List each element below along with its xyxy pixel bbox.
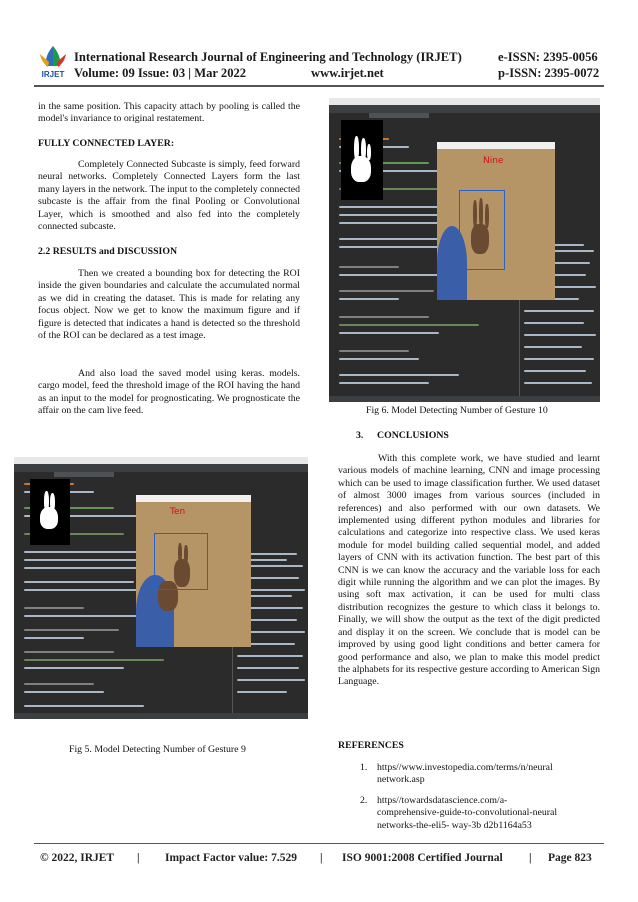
ide-toolbar <box>14 464 308 472</box>
threshold-window <box>341 120 383 200</box>
ide-menubar <box>329 98 600 105</box>
reference-1[interactable] <box>377 762 607 787</box>
footer-separator: | <box>529 852 532 864</box>
footer-copyright: © 2022, IRJET <box>40 852 115 864</box>
prediction-label: Ten <box>170 507 186 517</box>
hand <box>471 224 489 254</box>
ide-menubar <box>14 457 308 464</box>
reference-2-line2: comprehensive-guide-to-convolutional-neural <box>377 807 558 819</box>
reference-2-number: 2. <box>360 795 368 806</box>
ide-toolbar <box>329 105 600 113</box>
reference-2[interactable] <box>377 795 607 832</box>
hand <box>174 559 190 587</box>
camera-window-titlebar <box>437 142 555 149</box>
footer-divider <box>34 843 604 844</box>
heading-results: 2.2 RESULTS and DISCUSSION <box>38 246 178 257</box>
reference-2-line1: https//towardsdatascience.com/a- <box>377 795 508 806</box>
figure-5-caption: Fig 5. Model Detecting Number of Gesture 9 <box>69 744 246 755</box>
footer-impact-factor: Impact Factor value: 7.529 <box>165 852 298 864</box>
reference-1-line2: network.asp <box>377 774 425 786</box>
heading-references: REFERENCES <box>338 740 404 751</box>
volume-issue: Volume: 09 Issue: 03 | Mar 2022 <box>74 66 247 80</box>
eissn: e-ISSN: 2395-0056 <box>498 50 598 64</box>
paragraph-model: And also load the saved model using keras. models. cargo model, feed the threshold image of the ROI having the hand as an input to the model for prognosticating. We prognosticate the affair on the cam live feed. <box>38 368 300 417</box>
paragraph-fully-connected: Completely Connected Subcaste is simply, feed forward neural networks. Completely Connected Layers form the last many layers in the network. The input to the completely connected subcaste is the affair from the final Pooling or Convolutional Layer, which is smoothed and also fed into the completely connected subcaste. <box>38 159 300 233</box>
journal-website[interactable]: www.irjet.net <box>311 66 384 80</box>
ide-statusbar <box>329 396 600 402</box>
footer-page-number: Page 823 <box>548 852 592 864</box>
paragraph-results: Then we created a bounding box for detecting the ROI inside the given boundaries and calculate the accumulated normal as we did in creating the dataset. This is made for relating any focus object. Now we get to know the maximum figure and if figure is detected that indicates a hand is detected so the threshold of the ROI can be declared as a test image. <box>38 268 300 342</box>
prediction-label: Nine <box>483 156 504 166</box>
threshold-window <box>30 479 70 545</box>
footer-separator: | <box>320 852 323 864</box>
camera-window <box>437 142 555 300</box>
heading-fully-connected: FULLY CONNECTED LAYER: <box>38 138 175 149</box>
paragraph-pooling: in the same position. This capacity attach by pooling is called the model's invariance to original restatement. <box>38 101 300 125</box>
paragraph-conclusions: With this complete work, we have studied and learnt various models of machine learning, CNN and image processing which can be used to image classification further. We used dataset of almost 3000 images from various sources (included in references) and also performed with our own datasets. We implemented using different python modules and libraries for calculations and categorize into respective class. We used keras module for model building called sequential model, and added layers of CNN with its activation function. The best part of this CNN is we can know the accuracy and the variable loss for each digit while running the algorithm and we can plot the images. By using soft max activation, it can be used for multi class distribution recognizes the gesture to which class it belongs to. Finally, we will show the output as the text of the digit predicted and display it on the screen. We conclude that is model can be improved by using good light conditions and better camera for good performance and also, we plan to make this model predict the alphabets for its respective gesture according to American Sign Language. <box>338 453 600 688</box>
camera-window-titlebar <box>136 495 251 502</box>
camera-window <box>136 495 251 647</box>
reference-1-line1: https//www.investopedia.com/terms/n/neural <box>377 762 553 773</box>
pissn: p-ISSN: 2395-0072 <box>498 66 600 80</box>
reference-1-number: 1. <box>360 762 368 773</box>
footer-separator: | <box>137 852 140 864</box>
heading-conclusions: CONCLUSIONS <box>377 430 449 441</box>
figure-6-caption: Fig 6. Model Detecting Number of Gesture 10 <box>366 405 548 416</box>
footer-iso: ISO 9001:2008 Certified Journal <box>342 852 503 864</box>
ide-statusbar <box>14 713 308 719</box>
irjet-logo <box>36 44 70 80</box>
reference-2-line3: networks-the-eli5- way-3b d2b1164a53 <box>377 819 532 831</box>
logo-text: IRJET <box>41 70 65 79</box>
figure-6-screenshot <box>329 98 600 402</box>
header-divider <box>34 85 604 87</box>
journal-title: International Research Journal of Engineering and Technology (IRJET) <box>74 50 462 64</box>
heading-conclusions-number: 3. <box>356 430 364 441</box>
figure-5-screenshot <box>14 457 308 719</box>
